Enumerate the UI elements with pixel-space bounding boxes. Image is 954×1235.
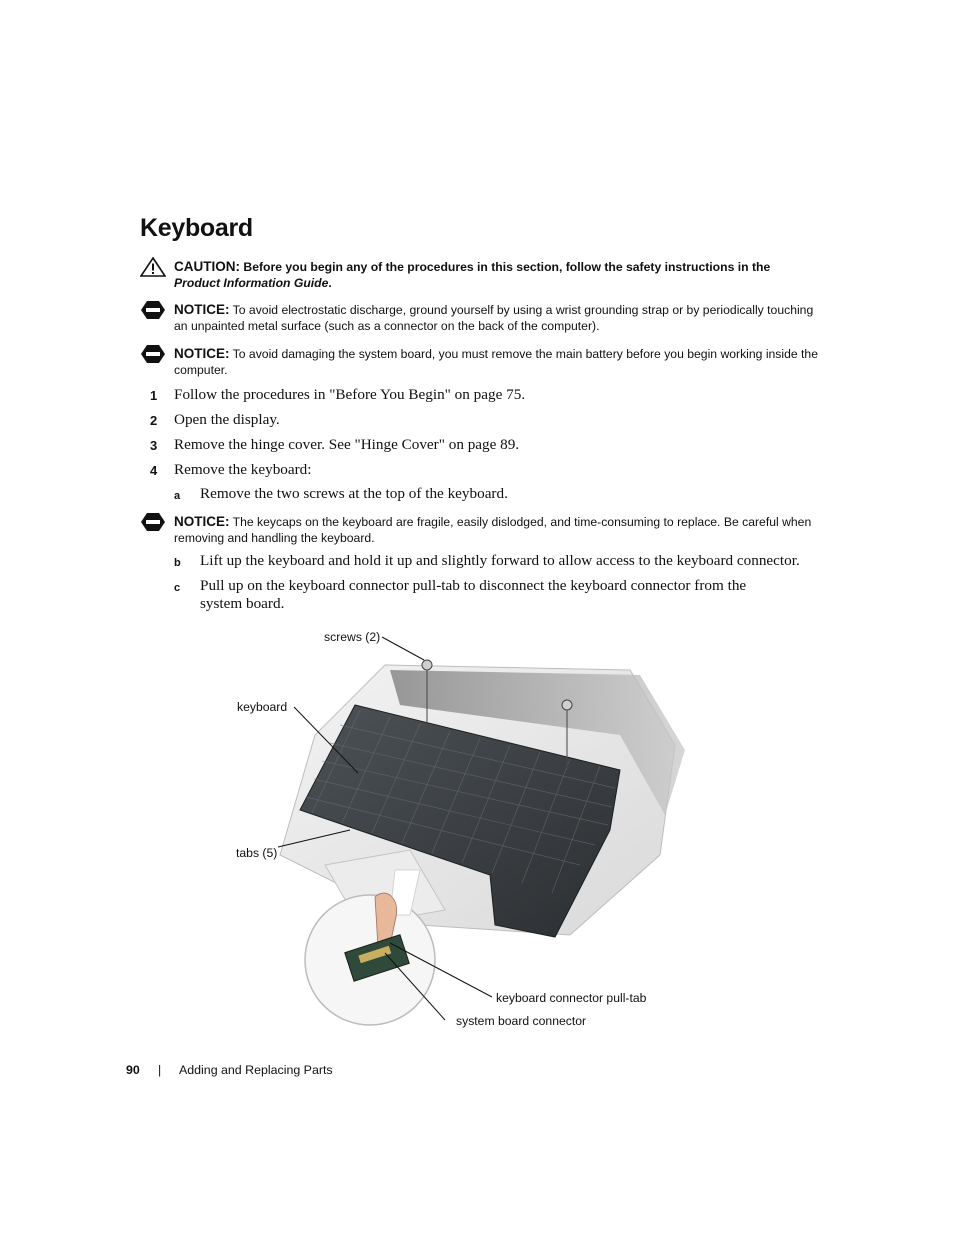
warning-triangle-icon: [140, 257, 166, 277]
notice-icon: [140, 344, 166, 364]
caution-ref: Product Information Guide: [174, 276, 329, 290]
step-text: Open the display.: [174, 411, 280, 428]
notice-label: NOTICE:: [174, 346, 230, 361]
notice-text: To avoid damaging the system board, you must remove the main battery before you begin working inside the computer.: [174, 347, 818, 377]
substep-c: [174, 577, 774, 613]
step-text: Remove the keyboard:: [174, 461, 312, 478]
caution-end: .: [328, 276, 332, 290]
substep-letter: c: [174, 582, 181, 594]
step-text: Remove the hinge cover. See "Hinge Cover" on page 89.: [174, 436, 520, 453]
substep-a: [174, 485, 814, 503]
footer-separator: |: [158, 1063, 162, 1077]
substep-letter: a: [174, 490, 181, 502]
notice-label: NOTICE:: [174, 302, 230, 317]
callout-pull-tab: keyboard connector pull-tab: [496, 991, 647, 1005]
notice-text: To avoid electrostatic discharge, ground yourself by using a wrist grounding strap or by periodically touching an unpainted metal surface (such as a connector on the back of the computer).: [174, 303, 814, 333]
caution-label: CAUTION:: [174, 259, 240, 274]
caution-note: [140, 259, 820, 291]
notice-keycaps: [140, 514, 820, 546]
substep-b: [174, 552, 814, 570]
substep-text: Pull up on the keyboard connector pull-tab to disconnect the keyboard connector from the system board.: [200, 577, 747, 612]
notice-text: The keycaps on the keyboard are fragile, easily dislodged, and time-consuming to replace. Be careful when removing and handling the keyboard.: [174, 515, 812, 545]
step-text: Follow the procedures in "Before You Begin" on page 75.: [174, 386, 526, 403]
step-number: 3: [150, 438, 158, 453]
step-number: 2: [150, 413, 158, 428]
footer-section-title: Adding and Replacing Parts: [179, 1063, 333, 1077]
page-number: 90: [126, 1063, 140, 1077]
callout-keyboard: keyboard: [237, 700, 288, 714]
step-number: 4: [150, 463, 158, 478]
notice-label: NOTICE:: [174, 514, 230, 529]
notice-battery: [140, 346, 820, 378]
notice-esd: [140, 302, 820, 334]
caution-text: Before you begin any of the procedures in this section, follow the safety instructions in the: [243, 260, 771, 274]
notice-icon: [140, 512, 166, 532]
step-number: 1: [150, 388, 158, 403]
page-title: Keyboard: [140, 214, 253, 242]
keyboard-removal-illustration: [220, 625, 720, 1045]
callout-system-board-connector: system board connector: [456, 1014, 587, 1028]
notice-icon: [140, 300, 166, 320]
callout-tabs: tabs (5): [236, 846, 278, 860]
callout-screws: screws (2): [324, 630, 381, 644]
substep-letter: b: [174, 557, 181, 569]
substep-text: Remove the two screws at the top of the keyboard.: [200, 485, 508, 502]
substep-text: Lift up the keyboard and hold it up and slightly forward to allow access to the keyboard connector.: [200, 552, 800, 569]
